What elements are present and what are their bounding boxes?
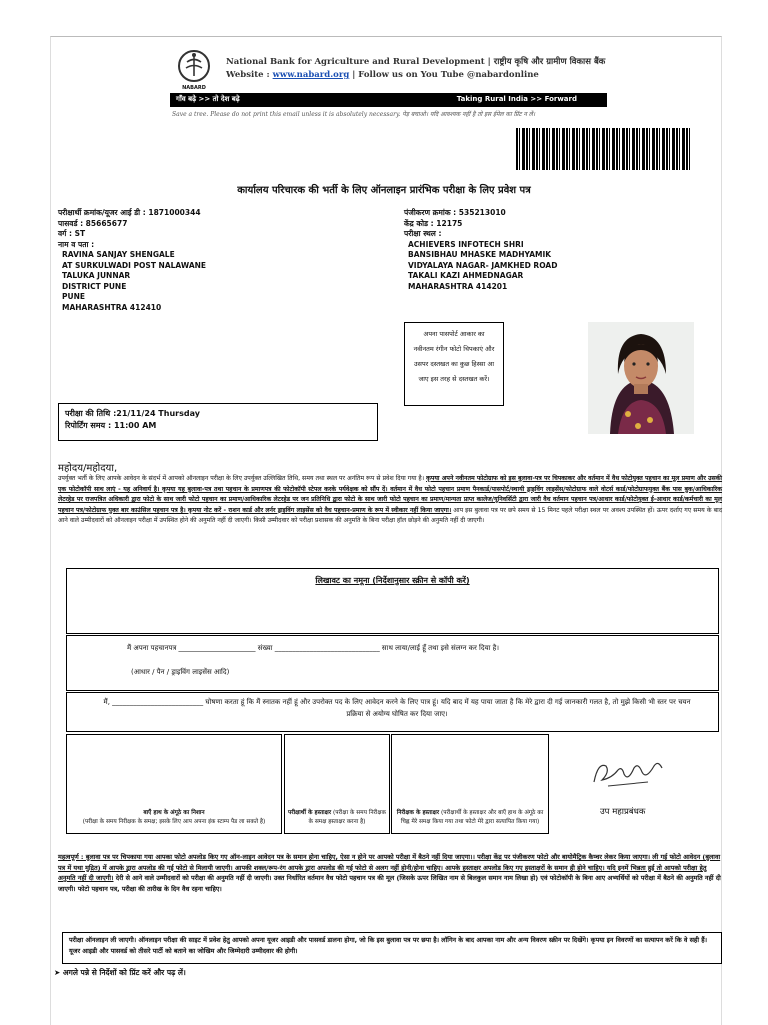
venue-line: BANSIBHAU MHASKE MADHYAMIK xyxy=(408,250,552,259)
candidate-details xyxy=(58,208,206,313)
venue-label: परीक्षा स्थल : xyxy=(404,229,442,238)
eligibility-declaration-box xyxy=(66,692,719,732)
arrow-icon: ➤ xyxy=(54,968,63,977)
instructions-paragraph: उपर्युक्त भर्ती के लिए आपके आवेदन के संदर्भ में आपको ऑनलाइन परीक्षा के लिए उपर्युक्त उल्लिखित तिथि, समय तथा स्थल पर अनंतिम रूप से प्रवेश दिया गया है। कृपया अपने नवीनतम फोटोग्राफ को इस बुलावा-पत्र पर चिपकाकर और वर्तमान में वैध फोटोयुक्त पहचान का मूल प्रमाण और उसकी एक फोटोकॉपी साथ लाएं - यह अनिवार्य है। कृपया यह बुलावा-पत्र तथा पहचान के प्रमाणपत्र की फोटोकॉपी स्टेपल करके पर्यवेक्षक को सौंप दें। वर्तमान में वैध फोटो पहचान प्रमाण पैनकार्ड/पासपोर्ट/स्थायी ड्राइविंग लाइसेंस/फोटोग्राफ वाले वोटर्स कार्ड/फोटोग्राफयुक्त बैंक पास बुक/आधिकारिक लेटरहेड पर राजपत्रित अधिकारी द्वारा फोटो के साथ जारी फोटो पहचान का प्रमाण/आधिकारिक लेटरहेड पर जन प्रतिनिधि द्वारा फोटो के साथ जारी फोटो पहचान का प्रमाण/मान्यता प्राप्त कालेज/यूनिवर्सिटी द्वारा जारी वैध वर्तमान पहचान पत्र/आधार कार्ड/फोटोयुक्त ई-आधार कार्ड/कर्मचारी का मूल पहचान पत्र/फोटोग्राफ युक्त बार काउंसिल पहचान पत्र है। कृपया नोट करें - राशन कार्ड और लर्नर ड्राइविंग लाइसेंस को वैध पहचान-प्रमाण के रूप में स्वीकार नहीं किया जाएगा। आप इस बुलावा पत्र पर छपे समय से 15 मिनट पहले परीक्षा स्थल पर अवश्य उपस्थित हों। ऊपर दर्शाए गए समय के बाद आने वाले उम्मीदवारों को ऑनलाइन परीक्षा में उपस्थित होने की अनुमति नहीं दी जाएगी। किसी उम्मीदवार को परीक्षा प्रशासक की अनुमति के बिना परीक्षा हॉल छोड़ने की अनुमति नहीं दी जाएगी। xyxy=(58,475,723,525)
venue-line: ACHIEVERS INFOTECH SHRI xyxy=(408,239,524,249)
important-bold: महत्वपूर्ण : बुलावा पत्र पर चिपकाया गया आपका फोटो अपलोड किए गए ऑन-लाइन आवेदन पत्र के समान होना चाहिए, ऐसा न होने पर आपको परीक्षा में बैठने नहीं दिया जाएगा।। परीक्षा केंद्र पर पंजीकरण फोटो और बायोमैट्रिक कैप्चर लेकर किया जाएगा। ली गई फोटो आवेदन (बुलावा पत्र में यथा मुद्रित) में आपके द्वारा अपलोड की गई फोटो से मिलायी जाएगी। आपकी शक्ल/रूप-रंग आपके द्वारा अपलोड की गई फोटो से अलग नहीं होनी/होना चाहिए। आपके हस्ताक्षर अपलोड किए गए हस्ताक्षरों के समान ही होने चाहिए। यदि इनमें भिन्नता हुई तो आपको परीक्षा हेतु अनुमति नहीं दी जाएगी। xyxy=(58,853,721,883)
registration-number: पंजीकरण क्रमांक : 535213010 xyxy=(404,208,506,217)
address-line: PUNE xyxy=(62,292,85,301)
reporting-time: रिपोर्टिंग समय : 11:00 AM xyxy=(65,421,157,430)
login-note: परीक्षा ऑनलाइन ली जाएगी। ऑनलाइन परीक्षा की साइट में प्रवेश हेतु आपको अपना यूजर आइडी और पासवर्ड डालना होगा, जो कि इस बुलावा पत्र पर छपा है। लॉगिन के बाद आपका नाम और अन्य विवरण स्क्रीन पर दिखेंगे। कृपया इन विवरणों का सत्यापन करें कि वे सही हैं। यूजर आइडी और पासवर्ड को तीसरे पार्टी को बताने का जोखिम और जिम्मेदारी उम्मीदवार की होगी। xyxy=(69,936,708,955)
thumb-impression-box: बाएँ हाथ के अंगूठे का निशान (परीक्षा के समय निरीक्षक के समक्ष; इसके लिए आप अपना इंक स्टाम्प पैड ला सकते है) xyxy=(66,734,282,834)
category: वर्ग : ST xyxy=(58,229,86,238)
address-line: AT SURKULWADI POST NALAWANE xyxy=(62,260,207,270)
logo-label: NABARD xyxy=(182,85,206,91)
next-page-note: ➤ अगले पन्ने से निर्देशों को प्रिंट करें और पढ़ लें। xyxy=(54,968,186,977)
handwriting-sample-box xyxy=(66,568,719,634)
login-note-box xyxy=(62,932,722,964)
invigilator-sign-title: निरीक्षक के हस्ताक्षर xyxy=(396,810,440,816)
declaration-text: मैं, __________________________ घोषणा करता हूं कि मैं स्नातक नहीं हूं और उपरोक्त पद के लिए आवेदन करने के लिए पात्र हूं। यदि बाद में यह पाया जाता है कि मेरे द्वारा दी गई जानकारी गलत है, तो मुझे किसी भी स्तर पर चयन प्रक्रिया से अयोग्य घोषित कर दिया जाए। xyxy=(103,698,691,718)
roll-number: परीक्षार्थी क्रमांक/यूजर आई डी : 1871000344 xyxy=(58,208,201,217)
website-link[interactable]: www.nabard.org xyxy=(272,70,350,80)
candidate-sign-title: परीक्षार्थी के हस्ताक्षर xyxy=(287,810,332,816)
candidate-signature-box: परीक्षार्थी के हस्ताक्षर (परीक्षा के समय निरीक्षक के समक्ष हस्ताक्षर करना है) xyxy=(284,734,390,834)
address-line: MAHARASHTRA 412410 xyxy=(62,302,162,312)
handwriting-title: लिखावट का नमूना (निर्देशानुसार स्क्रीन से कॉपी करें) xyxy=(315,576,470,585)
manager-signature-icon xyxy=(588,752,668,792)
website-line: Website : www.nabard.org | Follow us on You Tube @nabardonline xyxy=(226,70,539,80)
thumb-title: बाएँ हाथ के अंगूठे का निशान xyxy=(143,810,205,816)
barcode-icon xyxy=(516,128,692,170)
org-name: National Bank for Agriculture and Rural Development | राष्ट्रीय कृषि और ग्रामीण विकास बैंक xyxy=(226,57,606,67)
save-tree-note: Save a tree. Please do not print this email unless it is absolutely necessary. पेड़ बचाओ। यदि आवश्यक नहीं है तो इस ईमेल का प्रिंट न लें। xyxy=(172,111,536,118)
venue-line: VIDYALAYA NAGAR- JAMKHED ROAD xyxy=(408,260,558,270)
important-note: महत्वपूर्ण : बुलावा पत्र पर चिपकाया गया आपका फोटो अपलोड किए गए ऑन-लाइन आवेदन पत्र के समान होना चाहिए, ऐसा न होने पर आपको परीक्षा में बैठने नहीं दिया जाएगा।। परीक्षा केंद्र पर पंजीकरण फोटो और बायोमैट्रिक कैप्चर लेकर किया जाएगा। ली गई फोटो आवेदन (बुलावा पत्र में यथा मुद्रित) में आपके द्वारा अपलोड की गई फोटो से मिलायी जाएगी। आपकी शक्ल/रूप-रंग आपके द्वारा अपलोड की गई फोटो से अलग नहीं होनी/होना चाहिए। आपके हस्ताक्षर अपलोड किए गए हस्ताक्षरों के समान ही होने चाहिए। यदि इनमें भिन्नता हुई तो आपको परीक्षा हेतु अनुमति नहीं दी जाएगी। देरी से आने वाले उम्मीदवारों को परीक्षा की अनुमति नहीं दी जाएगी। उक्त निर्धारित वर्तमान वैध फोटो पहचान पत्र की मूल (जिसके ऊपर लिखित नाम से बिलकुल समान नाम लिखा हो) एवं फोटोकॉपी के बिना आए अभ्यर्थियों को परीक्षा में बैठने की अनुमति नहीं दी जाएगी। फोटो पहचान पत्र, परीक्षा की तारीख के दिन वैध रहना चाहिए। xyxy=(58,853,721,893)
address-line: TALUKA JUNNAR xyxy=(62,271,131,280)
candidate-address xyxy=(58,250,206,313)
venue-details xyxy=(404,208,557,292)
photo-id-instruction: कृपया अपने नवीनतम फोटोग्राफ को इस बुलावा-पत्र पर चिपकाकर और वर्तमान में वैध फोटोयुक्त पहचान का मूल प्रमाण और उसकी एक फोटोकॉपी साथ लाएं - यह अनिवार्य है। कृपया यह बुलावा-पत्र तथा पहचान के प्रमाणपत्र की फोटोकॉपी स्टेपल करके पर्यवेक्षक को सौंप दें। वर्तमान में वैध फोटो पहचान प्रमाण पैनकार्ड/पासपोर्ट/स्थायी ड्राइविंग लाइसेंस/फोटोग्राफ वाले वोटर्स कार्ड/फोटोग्राफयुक्त बैंक पास बुक/आधिकारिक लेटरहेड पर राजपत्रित अधिकारी द्वारा फोटो के साथ जारी फोटो पहचान का प्रमाण/आधिकारिक लेटरहेड पर जन प्रतिनिधि द्वारा फोटो के साथ जारी फोटो पहचान का प्रमाण/मान्यता प्राप्त कालेज/यूनिवर्सिटी द्वारा जारी वैध वर्तमान पहचान पत्र/आधार कार्ड/फोटोयुक्त ई-आधार कार्ड/कर्मचारी का मूल पहचान पत्र/फोटोग्राफ युक्त बार काउंसिल पहचान पत्र है। कृपया नोट करें - राशन कार्ड और लर्नर ड्राइविंग लाइसेंस को वैध पहचान-प्रमाण के रूप में स्वीकार नहीं किया जाएगा। xyxy=(58,475,723,514)
password: पासवर्ड : 85665677 xyxy=(58,218,128,228)
id-declaration-text: मैं अपना पहचानपत्र ______________________ संख्या ______________________________ साथ लाया/लाई हूँ तथा इसे संलग्न कर दिया है। xyxy=(127,644,500,652)
tagline-hindi: गाँव बढ़े >> तो देश बढ़े xyxy=(176,95,240,103)
name-address-label: नाम व पता : xyxy=(58,239,95,249)
venue-address xyxy=(404,240,557,293)
exam-date-box xyxy=(58,403,378,441)
candidate-photo xyxy=(588,322,694,434)
tagline-english: Taking Rural India >> Forward xyxy=(456,95,577,103)
nabard-logo-icon xyxy=(176,48,212,84)
venue-line: MAHARASHTRA 414201 xyxy=(408,281,508,291)
address-line: DISTRICT PUNE xyxy=(62,281,127,291)
exam-date: परीक्षा की तिथि :21/11/24 Thursday xyxy=(65,409,200,418)
photo-instruction-box: अपना पासपोर्ट आकार का नवीनतम रंगीन फोटो चिपकाएं और उसपर दस्तखत का कुछ हिस्सा आ जाए इस तरह से दस्तखत करें। xyxy=(404,322,504,406)
tagline-bar xyxy=(170,93,607,107)
id-types-text: (आधार / पैन / ड्राइविंग लाइसेंस आदि) xyxy=(131,668,230,676)
page-title: कार्यालय परिचारक की भर्ती के लिए ऑनलाइन प्रारंभिक परीक्षा के लिए प्रवेश पत्र xyxy=(237,185,531,196)
id-declaration-box xyxy=(66,635,719,691)
address-line: RAVINA SANJAY SHENGALE xyxy=(62,250,175,259)
invigilator-signature-box: निरीक्षक के हस्ताक्षर (परीक्षार्थी के हस्ताक्षर और बाएँ हाथ के अंगूठे का चिह्न मेरे समक्ष किया गया तथा फोटो मेरे द्वारा सत्यापित किया गया) xyxy=(391,734,549,834)
venue-line: TAKALI KAZI AHMEDNAGAR xyxy=(408,271,524,280)
centre-code: केंद्र कोड : 12175 xyxy=(404,218,463,228)
salutation: महोदय/महोदया, xyxy=(58,463,118,474)
manager-title: उप महाप्रबंधक xyxy=(600,807,646,817)
